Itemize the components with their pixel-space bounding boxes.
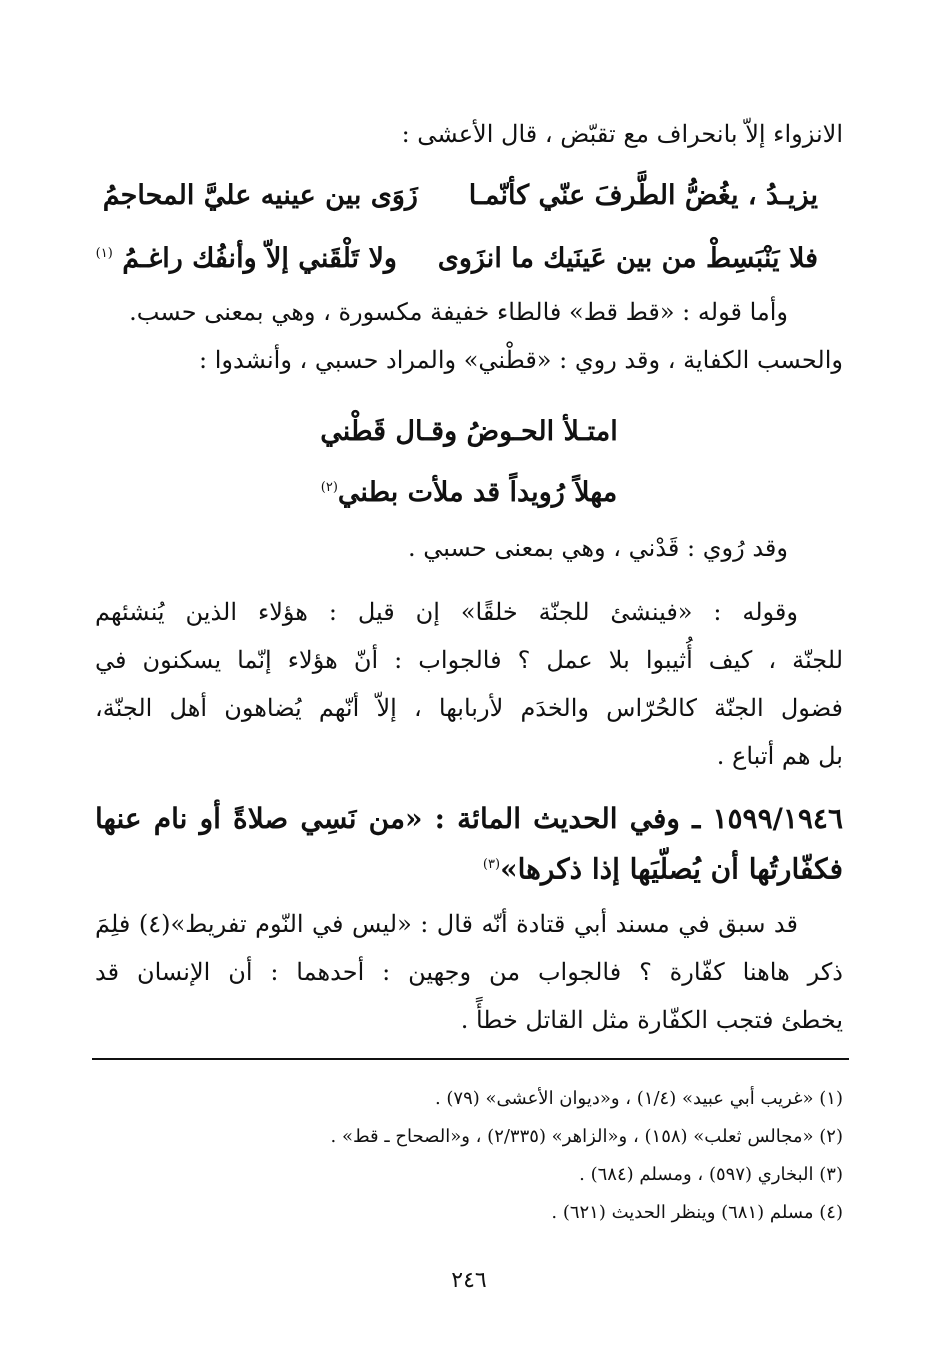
text-line-para2-4: بل هم أتباع . bbox=[716, 742, 843, 770]
footnote-1: (١) «غريب أبي عبيد» (١/٤) ، و«ديوان الأعشى» (٧٩) . bbox=[434, 1088, 843, 1109]
text-line-qadni: وقد رُوي : قَدْني ، وهي بمعنى حسبي . bbox=[408, 534, 788, 562]
verse-1-second-hemistich: زَوَى بين عينيه عليَّ المحاجمُ bbox=[102, 180, 418, 211]
poem2-verse-2-text: مهلاً رُويداً قد ملأت بطني bbox=[337, 477, 618, 508]
verse-2-second-hemistich: ولا تَلْقَني إلاّ وأنفُك راغـمُ bbox=[122, 243, 397, 274]
footnote-3: (٣) البخاري (٥٩٧) ، ومسلم (٦٨٤) . bbox=[579, 1164, 843, 1185]
poem-verse-1 bbox=[103, 178, 818, 214]
hadith-heading-line-1: ١٥٩٩/١٩٤٦ ـ وفي الحديث المائة : «من نَسِي صلاةً أو نام عنها bbox=[95, 802, 843, 835]
text-line-para1-1: وأما قوله : «قط قط» فالطاء خفيفة مكسورة ، وهي بمعنى حسب. bbox=[129, 298, 788, 326]
text-line-para2-2: للجنّة ، كيف أُثيبوا بلا عمل ؟ فالجواب : أنّ هؤلاء إنّما يسكنون في bbox=[95, 646, 843, 674]
verse-1-first-hemistich: يزيـدُ ، يغُضُّ الطَّرفَ عنّي كأنّمـا bbox=[468, 180, 818, 211]
footnote-ref-2: (٢) bbox=[320, 480, 338, 495]
text-line-para1-2: والحسب الكفاية ، وقد روي : «قطْني» والمراد حسبي ، وأنشدوا : bbox=[199, 346, 843, 374]
footnote-4: (٤) مسلم (٦٨١) وينظر الحديث (٦٢١) . bbox=[551, 1202, 843, 1223]
hadith-heading-line-2 bbox=[483, 846, 843, 888]
page-number: ٢٤٦ bbox=[451, 1268, 487, 1293]
text-line-intro: الانزواء إلاّ بانحراف مع تقبّض ، قال الأعشى : bbox=[401, 120, 843, 148]
footnote-separator bbox=[92, 1058, 849, 1060]
text-line-para3-1: قد سبق في مسند أبي قتادة أنّه قال : «ليس في النّوم تفريط»(٤) فلِمَ bbox=[95, 910, 798, 938]
hadith-heading-line-2-text: فكفّارتُها أن يُصلّيَها إذا ذكرها» bbox=[500, 852, 843, 886]
text-line-para2-3: فضول الجنّة كالحُرّاس والخدَم لأربابها ، إلاّ أنّهم يُضاهون أهل الجنّة، bbox=[95, 694, 843, 722]
poem2-verse-1: امتـلأ الحـوضُ وقـال قَطْني bbox=[320, 416, 618, 447]
footnote-2: (٢) «مجالس ثعلب» (١٥٨) ، و«الزاهر» (٢/٣٣٥) ، و«الصحاح ـ قط» . bbox=[330, 1126, 843, 1147]
text-line-para3-3: يخطئ فتجب الكفّارة مثل القاتل خطأً . bbox=[460, 1006, 843, 1034]
text-line-para3-2: ذكر هاهنا كفّارة ؟ فالجواب من وجهين : أحدهما : أن الإنسان قد bbox=[95, 958, 843, 986]
poem2-verse-2 bbox=[0, 470, 938, 511]
footnote-ref-3: (٣) bbox=[482, 857, 501, 872]
footnote-ref-1: (١) bbox=[95, 246, 113, 261]
verse-2-first-hemistich: فلا يَنْبَسِطْ من بين عَينَيك ما انزَوى bbox=[437, 243, 818, 274]
poem-verse-2 bbox=[96, 236, 818, 277]
text-line-para2-1: وقوله : «فينشئ للجنّة خلقًا» إن قيل : هؤلاء الذين يُنشئهم bbox=[95, 598, 798, 626]
